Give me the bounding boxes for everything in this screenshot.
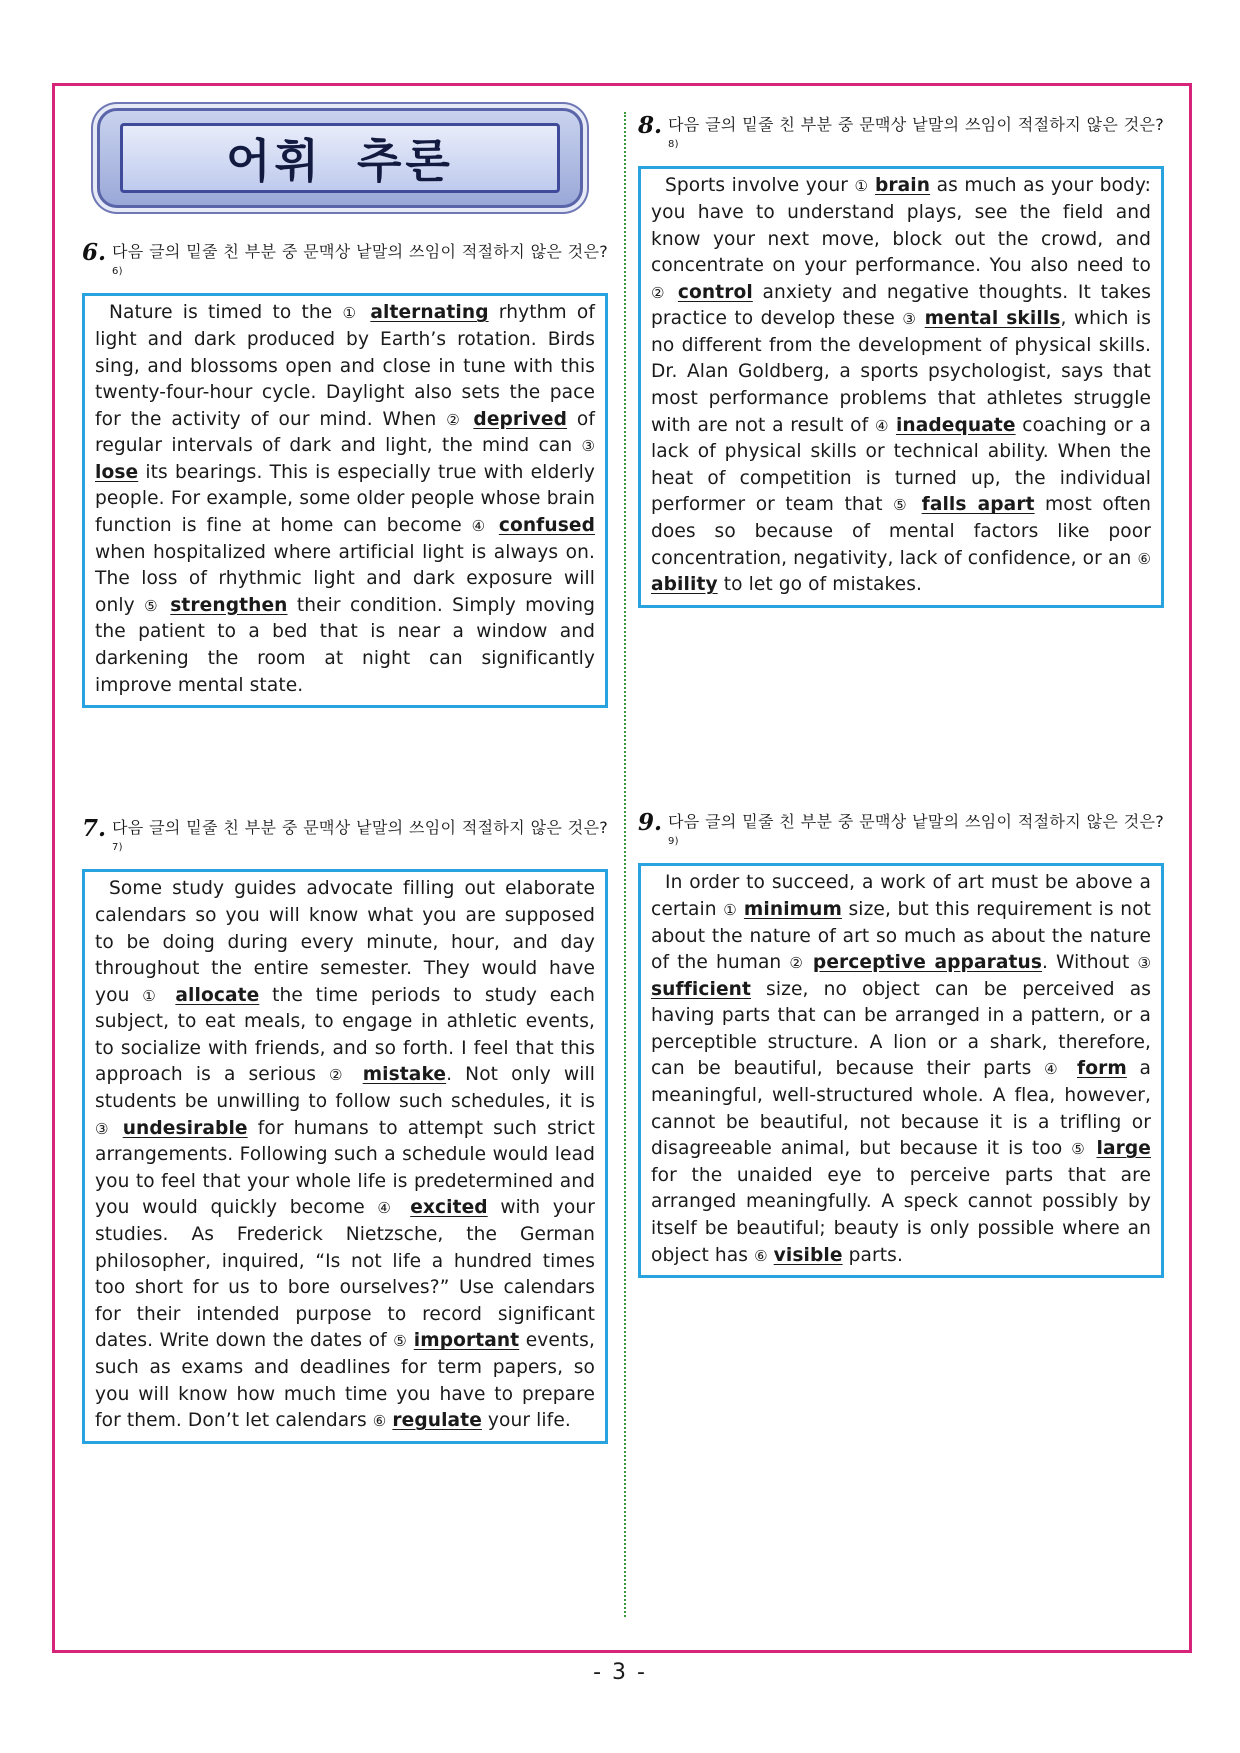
passage-text: events, such as exams and deadlines for term papers, so you will know how much time you have to prepare for them. Don’t let calendars <box>95 1330 595 1432</box>
passage-text: your life. <box>481 1410 571 1432</box>
question-6 <box>82 239 608 708</box>
passage-text: the time periods to study each subject, to eat meals, to engage in athletic events, to socialize with friends, and so forth. I feel that this approach is a serious <box>95 984 595 1086</box>
question-6-header <box>82 239 608 285</box>
passage-text: rhythm of light and dark produced by Earth’s rotation. Birds sing, and blossoms open and close in tune with this twenty-four-hour cycle. Daylight also sets the pace for the activity of our mind. When <box>95 302 595 430</box>
column-divider <box>624 112 626 1617</box>
prompt-text: 다음 글의 밑줄 친 부분 중 문맥상 낱말의 쓰임이 적절하지 않은 것은? <box>112 818 608 837</box>
passage-text: , which is no different from the development of physical skills. Dr. Alan Goldberg, a sports psychologist, says that most performance problems that athletes struggle with are not a result of <box>651 308 1151 436</box>
choice-marker: ② <box>651 283 669 302</box>
choice-marker: ① <box>854 177 869 196</box>
passage-text: most often does so because of mental factors like poor concentration, negativity, lack of confidence, or an <box>651 494 1151 569</box>
footnote-ref: 7) <box>112 842 123 853</box>
choice-marker: ⑥ <box>754 1246 768 1265</box>
section-banner <box>97 108 583 208</box>
choice-marker: ⑤ <box>1071 1140 1088 1159</box>
question-8 <box>638 112 1164 608</box>
underlined-word: regulate <box>392 1410 482 1432</box>
prompt-text: 다음 글의 밑줄 친 부분 중 문맥상 낱말의 쓰임이 적절하지 않은 것은? <box>112 242 608 261</box>
passage-text: a meaningful, well-structured whole. A flea, however, cannot be beautiful, not because it is a trifling or disagreeable animal, but because it is too <box>651 1058 1151 1160</box>
choice-marker: ③ <box>1137 954 1151 973</box>
underlined-word: minimum <box>743 898 842 920</box>
choice-marker: ⑥ <box>372 1412 387 1431</box>
underlined-word: control <box>677 281 753 303</box>
footnote-ref: 8) <box>668 139 679 150</box>
prompt-text: 다음 글의 밑줄 친 부분 중 문맥상 낱말의 쓰임이 적절하지 않은 것은? <box>668 812 1164 831</box>
footnote-ref: 6) <box>112 266 123 277</box>
question-prompt <box>668 812 1164 855</box>
underlined-word: strengthen <box>170 594 288 616</box>
underlined-word: sufficient <box>651 978 751 1000</box>
underlined-word: large <box>1096 1138 1151 1160</box>
question-prompt <box>112 242 608 285</box>
passage-text: parts. <box>842 1244 903 1266</box>
passage-box <box>638 863 1164 1278</box>
choice-marker: ④ <box>874 416 890 435</box>
passage-text: Sports involve your <box>665 175 855 197</box>
choice-marker: ④ <box>1044 1060 1065 1079</box>
choice-marker: ④ <box>471 517 489 536</box>
choice-marker: ⑤ <box>144 596 161 615</box>
passage-text: with your studies. As Frederick Nietzsche, the German philosopher, inquired, “Is not life a hundred times too short for us to bore ourselves?” Use calendars for their intended purpose to record significant dates. Write down the dates of <box>95 1197 595 1352</box>
underlined-word: lose <box>95 461 139 483</box>
underlined-word: allocate <box>175 984 260 1006</box>
question-number: 6. <box>82 239 107 266</box>
choice-marker: ③ <box>581 437 595 456</box>
choice-marker: ① <box>723 900 738 919</box>
passage-text: anxiety and negative thoughts. It takes practice to develop these <box>651 281 1151 330</box>
passage-text: for the unaided eye to perceive parts that are arranged meaningfully. A speck cannot possibly by itself be beautiful; beauty is only possible where an object has <box>651 1164 1151 1266</box>
choice-marker: ① <box>142 986 163 1005</box>
passage-text: size, no object can be perceived as having parts that can be arranged in a pattern, or a perceptible structure. A lion or a shark, therefore, can be beautiful, because their parts <box>651 978 1151 1080</box>
page-number: - 3 - <box>593 1660 647 1685</box>
underlined-word: excited <box>410 1197 488 1219</box>
passage-text: for humans to attempt such strict arrangements. Following such a schedule would lead you to feel that your whole life is predetermined and you would quickly become <box>95 1117 596 1219</box>
underlined-word: form <box>1077 1058 1127 1080</box>
choice-marker: ④ <box>377 1199 398 1218</box>
passage-text: to let go of mistakes. <box>717 574 922 596</box>
choice-marker: ⑥ <box>1137 549 1151 568</box>
choice-marker: ② <box>329 1066 350 1085</box>
choice-marker: ③ <box>902 310 918 329</box>
question-9 <box>638 809 1164 1278</box>
footnote-ref: 9) <box>668 836 679 847</box>
passage-text: coaching or a lack of physical skills or technical ability. When the heat of competition is turned up, the individual performer or team that <box>651 414 1151 516</box>
underlined-word: visible <box>773 1244 843 1266</box>
passage-text: as much as your body: you have to understand plays, see the field and know your next move, block out the crowd, and concentrate on your performance. You also need to <box>651 175 1151 277</box>
passage-text: when hospitalized where artificial light is always on. The loss of rhythmic light and dark exposure will only <box>95 541 595 616</box>
passage-text: of regular intervals of dark and light, the mind can <box>95 408 595 457</box>
underlined-word: inadequate <box>895 414 1016 436</box>
passage-box <box>638 166 1164 608</box>
underlined-word: important <box>413 1330 520 1352</box>
choice-marker: ⑤ <box>393 1332 408 1351</box>
question-number: 9. <box>638 809 663 836</box>
choice-marker: ③ <box>95 1119 113 1138</box>
question-prompt <box>668 115 1164 158</box>
question-number: 7. <box>82 815 107 842</box>
question-9-header <box>638 809 1164 855</box>
passage-text: . Without <box>1042 952 1138 974</box>
passage-text: Some study guides advocate filling out elaborate calendars so you will know what you are supposed to be doing during every minute, hour, and day throughout the entire semester. They would have you <box>95 878 595 1006</box>
question-prompt <box>112 818 608 861</box>
underlined-word: perceptive apparatus <box>812 952 1043 974</box>
passage-box <box>82 293 608 708</box>
section-title: 어휘 추론 <box>226 134 454 188</box>
choice-marker: ② <box>446 410 464 429</box>
question-7 <box>82 815 608 1444</box>
section-banner-inner <box>120 123 560 193</box>
underlined-word: brain <box>874 175 931 197</box>
underlined-word: falls apart <box>921 494 1035 516</box>
passage-text: size, but this requirement is not about the nature of art so much as about the nature of the human <box>651 898 1151 974</box>
passage-text: their condition. Simply moving the patient to a bed that is near a window and darkening the room at night can significantly improve mental state. <box>95 594 595 696</box>
choice-marker: ② <box>789 954 805 973</box>
passage-text: In order to succeed, a work of art must be above a certain <box>651 872 1151 920</box>
underlined-word: mental skills <box>924 308 1061 330</box>
underlined-word: ability <box>651 574 718 596</box>
question-7-header <box>82 815 608 861</box>
underlined-word: confused <box>498 515 595 537</box>
underlined-word: alternating <box>370 302 489 324</box>
question-8-header <box>638 112 1164 158</box>
underlined-word: undesirable <box>122 1117 248 1139</box>
underlined-word: mistake <box>362 1064 447 1086</box>
passage-text: Nature is timed to the <box>109 302 343 324</box>
passage-text: . Not only will students be unwilling to follow such schedules, it is <box>95 1064 595 1113</box>
choice-marker: ① <box>342 304 361 323</box>
passage-text: its bearings. This is especially true with elderly people. For example, some older people whose brain function is fine at home can become <box>95 461 595 537</box>
underlined-word: deprived <box>473 408 568 430</box>
question-number: 8. <box>638 112 663 139</box>
prompt-text: 다음 글의 밑줄 친 부분 중 문맥상 낱말의 쓰임이 적절하지 않은 것은? <box>668 115 1164 134</box>
passage-box <box>82 869 608 1443</box>
choice-marker: ⑤ <box>893 496 912 515</box>
